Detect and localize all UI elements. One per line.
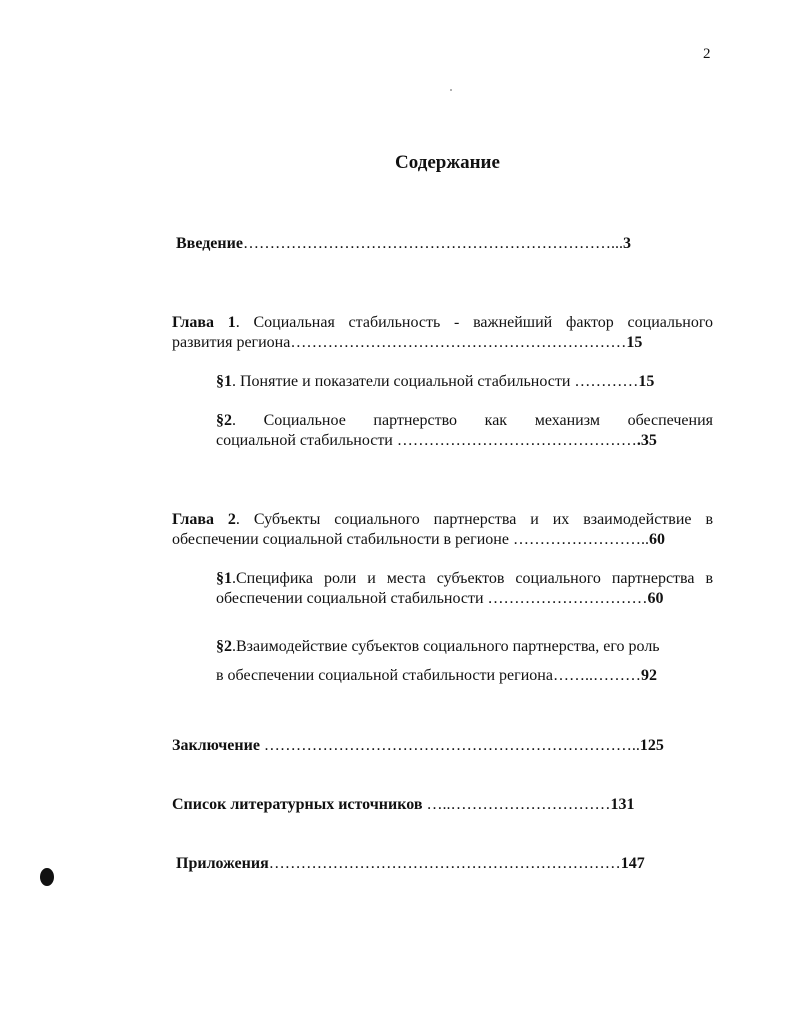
toc-ch2-section1-line1 [216,569,713,589]
toc-entry-intro [176,234,631,254]
toc-ch1-s1-prefix: §1 [216,373,232,390]
toc-chapter1-line1 [172,313,713,333]
toc-ch1-s2-text-cont: социальной стабильности [216,432,397,449]
toc-ch2-s2-text: .Взаимодействие субъектов социального партнерства, его роль [232,638,660,655]
toc-chapter1-dots: ……………………………………………………… [290,334,627,351]
toc-ch1-section1 [216,372,654,392]
toc-chapter1-line2 [172,333,642,353]
page-number: 2 [703,46,711,62]
toc-ch2-s2-dots: ……..……… [552,667,641,684]
toc-ch2-s1-text-cont: обеспечении социальной стабильности [216,590,488,607]
toc-conclusion-dots: …………………………………………………………….. [259,737,640,754]
toc-ch1-s1-dots: ………… [570,373,639,390]
toc-ch2-s1-dots: ………………………… [487,590,648,607]
toc-ch1-section2-line2 [216,431,657,451]
toc-ch1-s2-dots: ……………………………………… [396,432,637,449]
toc-ch1-s2-prefix: §2 [216,412,232,429]
toc-references-dots: …..………………………… [422,796,611,813]
toc-chapter2-page: 60 [648,531,665,548]
toc-ch1-s2-text: . Социальное партнерство как механизм обеспечения [232,412,713,429]
toc-ch1-s2-page: .35 [636,432,657,449]
toc-ch2-section2-line1 [216,637,660,657]
toc-conclusion-page: 125 [639,737,664,754]
toc-ch2-s2-text-cont: в обеспечении социальной стабильности региона [216,667,553,684]
toc-conclusion-label: Заключение [172,737,260,754]
toc-ch1-s1-text: . Понятие и показатели социальной стабильности [232,373,571,390]
toc-appendix-page: 147 [620,855,645,872]
toc-entry-appendix [176,854,645,874]
toc-ch2-s1-page: 60 [647,590,664,607]
toc-ch1-section2-line1 [216,411,713,431]
toc-ch2-s2-page: 92 [640,667,657,684]
toc-entry-conclusion [172,736,664,756]
toc-ch2-s1-prefix: §1 [216,570,232,587]
toc-chapter1-page: 15 [626,334,643,351]
toc-appendix-dots: ………………………………………………………… [268,855,621,872]
toc-chapter2-dots: …………………….. [512,531,649,548]
toc-intro-label: Введение [176,235,243,252]
toc-chapter2-title-cont: обеспечении социальной стабильности в регионе [172,531,513,548]
toc-chapter1-prefix: Глава 1 [172,314,236,331]
toc-references-page: 131 [610,796,635,813]
toc-intro-dots: ……………………………………………………………... [242,235,623,252]
toc-chapter1-title-cont: развития региона [172,334,291,351]
toc-references-label: Список литературных источников [172,796,423,813]
scan-speck [450,89,452,91]
toc-ch1-s1-page: 15 [638,373,655,390]
toc-ch2-section1-line2 [216,589,664,609]
toc-chapter2-line2 [172,530,665,550]
toc-appendix-label: Приложения [176,855,269,872]
toc-entry-references [172,795,634,815]
toc-chapter2-title: . Субъекты социального партнерства и их взаимодействие в [235,511,713,528]
toc-ch2-section2-line2 [216,666,657,686]
toc-chapter2-prefix: Глава 2 [172,511,236,528]
toc-chapter2-line1 [172,510,713,530]
toc-ch2-s1-text: .Специфика роли и места субъектов социального партнерства в [232,570,713,587]
toc-ch2-s2-prefix: §2 [216,638,232,655]
page-title: Содержание [395,152,500,173]
scan-blot [40,868,54,886]
toc-chapter1-title: . Социальная стабильность - важнейший фактор социального [235,314,713,331]
toc-intro-page: 3 [622,235,631,252]
